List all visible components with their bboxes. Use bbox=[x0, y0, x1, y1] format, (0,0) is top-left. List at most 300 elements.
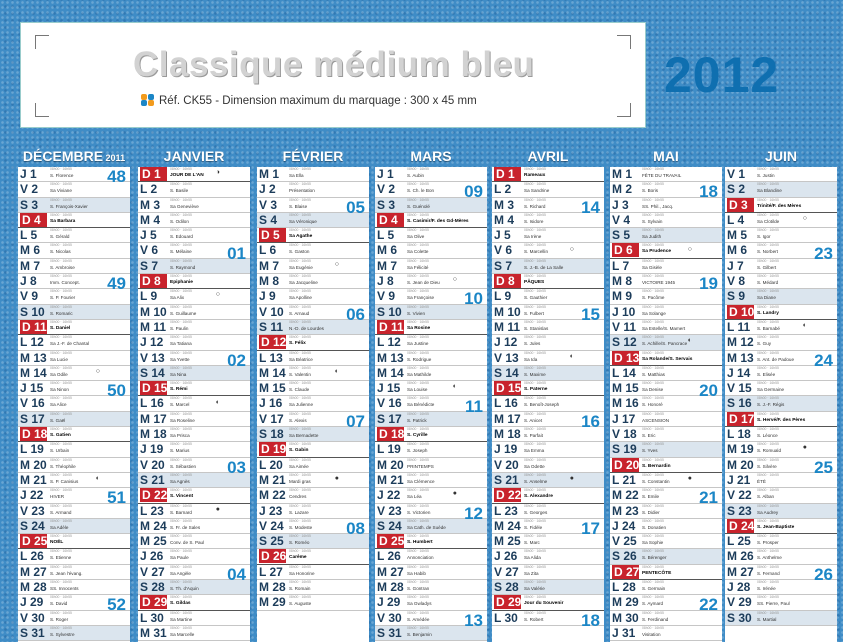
saint-name: Sa Marcelle bbox=[170, 631, 195, 637]
day-row bbox=[725, 412, 837, 427]
week-number: 12 bbox=[464, 503, 483, 523]
day-number: M 5 bbox=[727, 228, 748, 243]
saint-name: S. Paterne bbox=[524, 387, 548, 393]
day-sun-times: 08h00 · 16h55 bbox=[50, 258, 72, 263]
day-row bbox=[610, 167, 722, 182]
day-sun-times: 08h00 · 16h55 bbox=[524, 365, 546, 370]
day-sun-times: 08h00 · 16h55 bbox=[642, 289, 664, 294]
day-number: V 23 bbox=[20, 503, 45, 518]
day-row bbox=[138, 534, 250, 549]
saint-name: Sa Valérie bbox=[524, 586, 545, 592]
day-number: D 25 bbox=[22, 534, 48, 549]
day-number: M 15 bbox=[612, 381, 639, 396]
day-sun-times: 08h00 · 16h55 bbox=[642, 564, 664, 569]
day-row bbox=[492, 473, 604, 488]
day-number: M 11 bbox=[140, 319, 167, 334]
day-sun-times: 08h00 · 16h55 bbox=[524, 274, 546, 279]
week-number: 17 bbox=[581, 518, 600, 538]
day-row bbox=[18, 259, 130, 274]
day-number: S 24 bbox=[20, 518, 45, 533]
day-row bbox=[375, 595, 487, 610]
moon-phase-icon: ○ bbox=[452, 276, 457, 284]
day-number: L 19 bbox=[20, 442, 44, 457]
day-sun-times: 08h00 · 16h55 bbox=[524, 350, 546, 355]
day-sun-times: 08h00 · 16h55 bbox=[642, 625, 664, 630]
day-number: V 30 bbox=[20, 610, 45, 625]
day-number: M 29 bbox=[259, 595, 286, 610]
saint-name: S. Daniel bbox=[50, 325, 71, 331]
saint-name: S. Constantin bbox=[642, 478, 670, 484]
day-sun-times: 08h00 · 16h55 bbox=[407, 549, 429, 554]
day-number: S 16 bbox=[727, 396, 752, 411]
saint-name: Trinité/F. des Mères bbox=[757, 203, 802, 209]
saint-name: S. Norbert bbox=[757, 249, 778, 255]
day-row bbox=[492, 167, 604, 182]
day-row bbox=[725, 396, 837, 411]
day-sun-times: 08h00 · 16h55 bbox=[289, 381, 311, 386]
saint-name: Sa Habib bbox=[407, 570, 426, 576]
day-number: V 2 bbox=[377, 182, 396, 197]
saint-name: S. Rodrigue bbox=[407, 356, 432, 362]
day-number: M 3 bbox=[494, 197, 515, 212]
month-name: DÉCEMBRE bbox=[22, 148, 104, 164]
saint-name: Sa Sophie bbox=[642, 540, 664, 546]
day-number: J 2 bbox=[259, 182, 276, 197]
moon-phase-icon: ◑ bbox=[215, 169, 220, 176]
day-sun-times: 08h00 · 16h55 bbox=[289, 258, 311, 263]
saint-name: Carême bbox=[289, 555, 307, 561]
saint-name: Sa Clémence bbox=[407, 478, 435, 484]
saint-name: S. Donatien bbox=[642, 524, 667, 530]
day-sun-times: 08h00 · 16h55 bbox=[407, 610, 429, 615]
saint-name: Sa Félicité bbox=[407, 264, 429, 270]
day-number: L 5 bbox=[377, 228, 395, 243]
day-number: M 21 bbox=[377, 472, 404, 487]
month-days bbox=[375, 167, 487, 642]
day-number: S 31 bbox=[377, 625, 402, 640]
day-number: M 22 bbox=[259, 488, 286, 503]
saint-name: S. Matthias bbox=[642, 371, 665, 377]
saint-name: Sa Julienne bbox=[289, 402, 314, 408]
day-row bbox=[375, 366, 487, 381]
day-number: D 13 bbox=[614, 350, 640, 365]
day-number: D 17 bbox=[729, 411, 755, 426]
day-row bbox=[257, 366, 369, 381]
saint-name: Sa Bénédicte bbox=[407, 402, 435, 408]
day-number: D 15 bbox=[142, 381, 168, 396]
day-sun-times: 08h00 · 16h55 bbox=[757, 365, 779, 370]
day-number: M 13 bbox=[377, 350, 404, 365]
day-sun-times: 08h00 · 16h55 bbox=[524, 610, 546, 615]
saint-name: S. Joseph bbox=[407, 448, 428, 454]
saint-name: S. Elisée bbox=[757, 371, 776, 377]
saint-name: S. Gildas bbox=[170, 601, 191, 607]
crop-mark bbox=[617, 35, 631, 49]
month-header bbox=[18, 148, 130, 165]
saint-name: S. Jean-Baptiste bbox=[757, 524, 795, 530]
saint-name: PÂQUES bbox=[524, 280, 545, 286]
day-sun-times: 08h00 · 16h55 bbox=[407, 335, 429, 340]
day-sun-times: 08h00 · 16h55 bbox=[524, 457, 546, 462]
day-number: J 5 bbox=[140, 228, 157, 243]
day-row bbox=[18, 412, 130, 427]
day-number: M 10 bbox=[494, 304, 521, 319]
day-sun-times: 08h00 · 16h55 bbox=[524, 396, 546, 401]
day-row bbox=[257, 458, 369, 473]
month-column bbox=[18, 148, 130, 642]
day-sun-times: 08h00 · 16h55 bbox=[50, 304, 72, 309]
day-number: M 29 bbox=[612, 595, 639, 610]
week-number: 11 bbox=[465, 396, 483, 416]
saint-name: S. Patrick bbox=[407, 417, 427, 423]
saint-name: Sa Léa bbox=[407, 494, 422, 500]
month-column bbox=[138, 148, 250, 642]
saint-name: Sa Blandine bbox=[757, 188, 782, 194]
day-sun-times: 08h00 · 16h55 bbox=[289, 243, 311, 248]
day-sun-times: 08h00 · 16h55 bbox=[642, 411, 664, 416]
saint-name: S. Marcellin bbox=[524, 249, 548, 255]
day-sun-times: 08h00 · 16h55 bbox=[50, 503, 72, 508]
day-number: D 15 bbox=[496, 381, 522, 396]
saint-name: S. Léonce bbox=[757, 433, 778, 439]
day-number: V 18 bbox=[612, 427, 637, 442]
saint-name: Sa Gisèle bbox=[642, 264, 662, 270]
saint-name: S. Cyrille bbox=[407, 433, 428, 439]
day-number: D 29 bbox=[142, 595, 168, 610]
day-row bbox=[138, 412, 250, 427]
day-number: J 7 bbox=[727, 258, 744, 273]
saint-name: S. Stanislas bbox=[524, 325, 549, 331]
day-sun-times: 08h00 · 16h55 bbox=[524, 595, 546, 600]
saint-name: Sa Véronique bbox=[289, 218, 317, 224]
saint-name: S. Sébastien bbox=[170, 463, 197, 469]
day-number: S 5 bbox=[612, 228, 631, 243]
day-row bbox=[725, 167, 837, 182]
day-sun-times: 08h00 · 16h55 bbox=[642, 319, 664, 324]
day-number: S 4 bbox=[259, 212, 278, 227]
saint-name: S. Mélaine bbox=[170, 249, 192, 255]
moon-phase-icon: ● bbox=[215, 505, 220, 513]
day-sun-times: 08h00 · 16h55 bbox=[757, 274, 779, 279]
day-sun-times: 08h00 · 16h55 bbox=[757, 472, 779, 477]
day-sun-times: 08h00 · 16h55 bbox=[50, 595, 72, 600]
day-sun-times: 08h00 · 16h55 bbox=[524, 243, 546, 248]
day-sun-times: 08h00 · 16h55 bbox=[524, 304, 546, 309]
day-row bbox=[18, 565, 130, 580]
banner-title: Classique médium bleu bbox=[133, 45, 535, 84]
day-row bbox=[725, 381, 837, 396]
day-sun-times: 08h00 · 16h55 bbox=[642, 243, 664, 248]
day-number: S 10 bbox=[377, 304, 402, 319]
saint-name: S. Gilbert bbox=[757, 264, 777, 270]
saint-name: Sa Viviane bbox=[50, 188, 72, 194]
week-number: 19 bbox=[699, 274, 718, 294]
saint-name: S. Benoît-Joseph bbox=[524, 402, 560, 408]
day-number: L 27 bbox=[259, 564, 283, 579]
day-number: L 6 bbox=[259, 243, 277, 258]
day-sun-times: 08h00 · 16h55 bbox=[757, 457, 779, 462]
saint-name: S. Gatien bbox=[50, 433, 71, 439]
day-row bbox=[492, 595, 604, 610]
day-row bbox=[257, 289, 369, 304]
day-row bbox=[725, 611, 837, 626]
day-number: L 21 bbox=[612, 472, 636, 487]
day-row bbox=[725, 549, 837, 564]
day-row bbox=[375, 243, 487, 258]
day-row bbox=[375, 458, 487, 473]
day-sun-times: 08h00 · 16h55 bbox=[289, 274, 311, 279]
saint-name: Sa Bernadette bbox=[289, 433, 319, 439]
saint-name: ÉTÉ bbox=[757, 478, 766, 484]
saint-name: S. Ferdinand bbox=[642, 616, 669, 622]
saint-name: S. Guy bbox=[757, 341, 772, 347]
saint-name: S. Isidore bbox=[524, 218, 544, 224]
day-sun-times: 08h00 · 16h55 bbox=[407, 411, 429, 416]
saint-name: S. P. Canisius bbox=[50, 478, 79, 484]
saint-name: S. Igor bbox=[757, 234, 771, 240]
day-sun-times: 08h00 · 16h55 bbox=[289, 549, 311, 554]
day-sun-times: 08h00 · 16h55 bbox=[757, 580, 779, 585]
day-row bbox=[610, 580, 722, 595]
day-sun-times: 08h00 · 16h55 bbox=[642, 427, 664, 432]
day-row bbox=[725, 274, 837, 289]
saint-name: Sa Colette bbox=[407, 249, 429, 255]
saint-name: S. Didier bbox=[642, 509, 660, 515]
week-number: 21 bbox=[699, 488, 718, 508]
saint-name: Sa Clotilde bbox=[757, 218, 780, 224]
day-sun-times: 08h00 · 16h55 bbox=[170, 442, 192, 447]
day-row bbox=[725, 213, 837, 228]
day-number: M 20 bbox=[20, 457, 47, 472]
day-sun-times: 08h00 · 16h55 bbox=[757, 411, 779, 416]
day-row bbox=[610, 243, 722, 258]
week-number: 24 bbox=[814, 350, 833, 370]
week-number: 15 bbox=[581, 304, 600, 324]
saint-name: VICTOIRE 1945 bbox=[642, 280, 676, 286]
day-row bbox=[18, 427, 130, 442]
day-row bbox=[610, 305, 722, 320]
day-sun-times: 08h00 · 16h55 bbox=[289, 228, 311, 233]
week-number: 16 bbox=[581, 411, 600, 431]
day-number: M 24 bbox=[494, 518, 521, 533]
day-sun-times: 08h00 · 16h55 bbox=[289, 350, 311, 355]
saint-name: FÊTE DU TRAVAIL bbox=[642, 173, 682, 178]
day-number: M 17 bbox=[140, 411, 167, 426]
day-row bbox=[138, 182, 250, 197]
month-name: MARS bbox=[410, 148, 452, 164]
day-number: D 5 bbox=[259, 228, 286, 242]
saint-name: Sa Alice bbox=[50, 402, 67, 408]
day-number: V 17 bbox=[259, 411, 284, 426]
day-number: D 11 bbox=[22, 319, 47, 334]
day-number: D 8 bbox=[140, 274, 167, 288]
day-row bbox=[138, 289, 250, 304]
day-sun-times: 08h00 · 16h55 bbox=[289, 319, 311, 324]
month-column bbox=[492, 148, 604, 642]
day-sun-times: 08h00 · 16h55 bbox=[170, 503, 192, 508]
day-sun-times: 08h00 · 16h55 bbox=[757, 319, 779, 324]
day-sun-times: 08h00 · 16h55 bbox=[289, 365, 311, 370]
saint-name: S. Bernardin bbox=[642, 463, 671, 469]
day-row bbox=[375, 565, 487, 580]
day-row bbox=[257, 259, 369, 274]
saint-name: S. Gabin bbox=[289, 448, 309, 454]
day-number: M 6 bbox=[377, 243, 398, 258]
day-number: J 1 bbox=[20, 167, 37, 181]
day-sun-times: 08h00 · 16h55 bbox=[50, 610, 72, 615]
day-number: S 24 bbox=[377, 518, 402, 533]
day-number: M 27 bbox=[377, 564, 404, 579]
saint-name: Sa J.-F. de Chantal bbox=[50, 341, 90, 347]
day-sun-times: 08h00 · 16h55 bbox=[524, 228, 546, 233]
saint-name: PRINTEMPS bbox=[407, 463, 434, 469]
day-sun-times: 08h00 · 16h55 bbox=[524, 212, 546, 217]
day-number: D 1 bbox=[494, 167, 521, 181]
week-number: 50 bbox=[107, 381, 126, 401]
day-sun-times: 08h00 · 16h55 bbox=[757, 167, 779, 171]
saint-name: Sa Solange bbox=[642, 310, 666, 316]
day-sun-times: 08h00 · 16h55 bbox=[642, 197, 664, 202]
day-sun-times: 08h00 · 16h55 bbox=[50, 396, 72, 401]
saint-name: Sa Cath. de Suède bbox=[407, 524, 446, 530]
day-row bbox=[492, 488, 604, 503]
saint-name: Sa Lucie bbox=[50, 356, 68, 362]
day-sun-times: 08h00 · 16h55 bbox=[170, 335, 192, 340]
saint-name: S. Jules bbox=[524, 341, 541, 347]
day-number: J 14 bbox=[727, 365, 751, 380]
day-sun-times: 08h00 · 16h55 bbox=[524, 197, 546, 202]
day-number: D 27 bbox=[614, 564, 640, 579]
day-number: M 3 bbox=[140, 197, 161, 212]
day-row bbox=[492, 458, 604, 473]
day-row bbox=[375, 381, 487, 396]
day-sun-times: 08h00 · 16h55 bbox=[407, 228, 429, 233]
saint-name: S. Lazare bbox=[289, 509, 309, 515]
day-sun-times: 08h00 · 16h55 bbox=[407, 365, 429, 370]
day-number: M 9 bbox=[612, 289, 633, 304]
day-number: D 6 bbox=[612, 243, 639, 257]
day-number: M 25 bbox=[140, 534, 167, 549]
saint-name: S. Etienne bbox=[50, 555, 72, 561]
saint-name: S. Alexis bbox=[289, 417, 307, 423]
saint-name: S. Benjamin bbox=[407, 631, 432, 637]
day-number: S 9 bbox=[727, 289, 746, 304]
day-number: L 7 bbox=[612, 258, 630, 273]
moon-phase-icon: ◐ bbox=[687, 337, 692, 345]
day-row bbox=[257, 488, 369, 503]
saint-name: S. Roger bbox=[50, 616, 69, 622]
day-number: J 1 bbox=[377, 167, 394, 181]
day-sun-times: 08h00 · 16h55 bbox=[170, 564, 192, 569]
day-sun-times: 08h00 · 16h55 bbox=[170, 228, 192, 233]
saint-name: Sa Rosine bbox=[407, 325, 431, 331]
day-row bbox=[610, 442, 722, 457]
saint-name: S. Basile bbox=[170, 188, 189, 194]
saint-name: Sa Ida bbox=[524, 356, 538, 362]
day-number: S 7 bbox=[140, 258, 159, 273]
saint-name: S. Georges bbox=[524, 509, 548, 515]
month-header bbox=[725, 148, 837, 165]
day-sun-times: 08h00 · 16h55 bbox=[757, 304, 779, 309]
day-sun-times: 08h00 · 16h55 bbox=[407, 595, 429, 600]
moon-phase-icon: ○ bbox=[95, 367, 100, 375]
month-header bbox=[257, 148, 369, 165]
day-number: L 30 bbox=[140, 610, 164, 625]
saint-name: S. Urbain bbox=[50, 448, 70, 454]
day-number: M 18 bbox=[140, 427, 167, 442]
day-sun-times: 08h00 · 16h55 bbox=[170, 595, 192, 600]
saint-name: Sa Agnès bbox=[170, 478, 190, 484]
day-number: D 8 bbox=[494, 274, 521, 288]
day-number: L 19 bbox=[377, 442, 401, 457]
day-number: L 23 bbox=[140, 503, 164, 518]
day-number: J 23 bbox=[259, 503, 283, 518]
day-sun-times: 08h00 · 16h55 bbox=[170, 365, 192, 370]
saint-name: Sa Alida bbox=[524, 555, 541, 561]
day-row bbox=[257, 504, 369, 519]
day-number: S 3 bbox=[377, 197, 396, 212]
day-sun-times: 08h00 · 16h55 bbox=[642, 258, 664, 263]
day-number: M 7 bbox=[259, 258, 280, 273]
day-row bbox=[18, 580, 130, 595]
day-number: J 19 bbox=[494, 442, 518, 457]
day-sun-times: 08h00 · 16h55 bbox=[757, 335, 779, 340]
week-number: 23 bbox=[814, 243, 833, 263]
saint-name: Sa Sandrine bbox=[524, 188, 550, 194]
day-sun-times: 08h00 · 16h55 bbox=[524, 442, 546, 447]
day-number: J 19 bbox=[140, 442, 164, 457]
day-sun-times: 08h00 · 16h55 bbox=[50, 243, 72, 248]
day-number: L 25 bbox=[727, 534, 751, 549]
day-sun-times: 08h00 · 16h55 bbox=[757, 442, 779, 447]
day-number: J 28 bbox=[727, 580, 751, 595]
saint-name: S. Ch. le Bon bbox=[407, 188, 435, 194]
day-row bbox=[138, 611, 250, 626]
day-number: J 12 bbox=[494, 335, 518, 350]
day-row bbox=[18, 442, 130, 457]
day-row bbox=[257, 442, 369, 457]
day-number: S 11 bbox=[259, 319, 284, 334]
saint-name: S. Paulin bbox=[170, 325, 189, 331]
saint-name: S. Vincent bbox=[170, 494, 194, 500]
saint-name: N.-D. de Lourdes bbox=[289, 325, 324, 331]
day-number: J 22 bbox=[20, 488, 44, 503]
day-sun-times: 08h00 · 16h55 bbox=[642, 518, 664, 523]
day-row bbox=[138, 320, 250, 335]
day-row bbox=[375, 549, 487, 564]
month-days bbox=[610, 167, 722, 642]
day-number: M 14 bbox=[259, 365, 286, 380]
moon-phase-icon: ○ bbox=[687, 245, 692, 253]
saint-name: S. David bbox=[50, 601, 68, 607]
day-number: J 8 bbox=[377, 274, 394, 289]
day-sun-times: 08h00 · 16h55 bbox=[757, 427, 779, 432]
week-number: 08 bbox=[346, 518, 365, 538]
saint-name: S. Casimir/F. des Gd-Mères bbox=[407, 218, 469, 224]
saint-name: S. Irénée bbox=[757, 586, 776, 592]
day-number: L 4 bbox=[727, 212, 745, 227]
saint-name: Sa Prisca bbox=[170, 433, 190, 439]
day-sun-times: 08h00 · 16h55 bbox=[642, 182, 664, 187]
month-days bbox=[725, 167, 837, 642]
day-sun-times: 08h00 · 16h55 bbox=[170, 289, 192, 294]
saint-name: S. Fidèle bbox=[524, 524, 543, 530]
day-row bbox=[18, 519, 130, 534]
day-sun-times: 08h00 · 16h55 bbox=[289, 564, 311, 569]
day-number: M 15 bbox=[259, 381, 286, 396]
moon-phase-icon: ● bbox=[802, 444, 807, 452]
moon-phase-icon: ○ bbox=[802, 214, 807, 222]
